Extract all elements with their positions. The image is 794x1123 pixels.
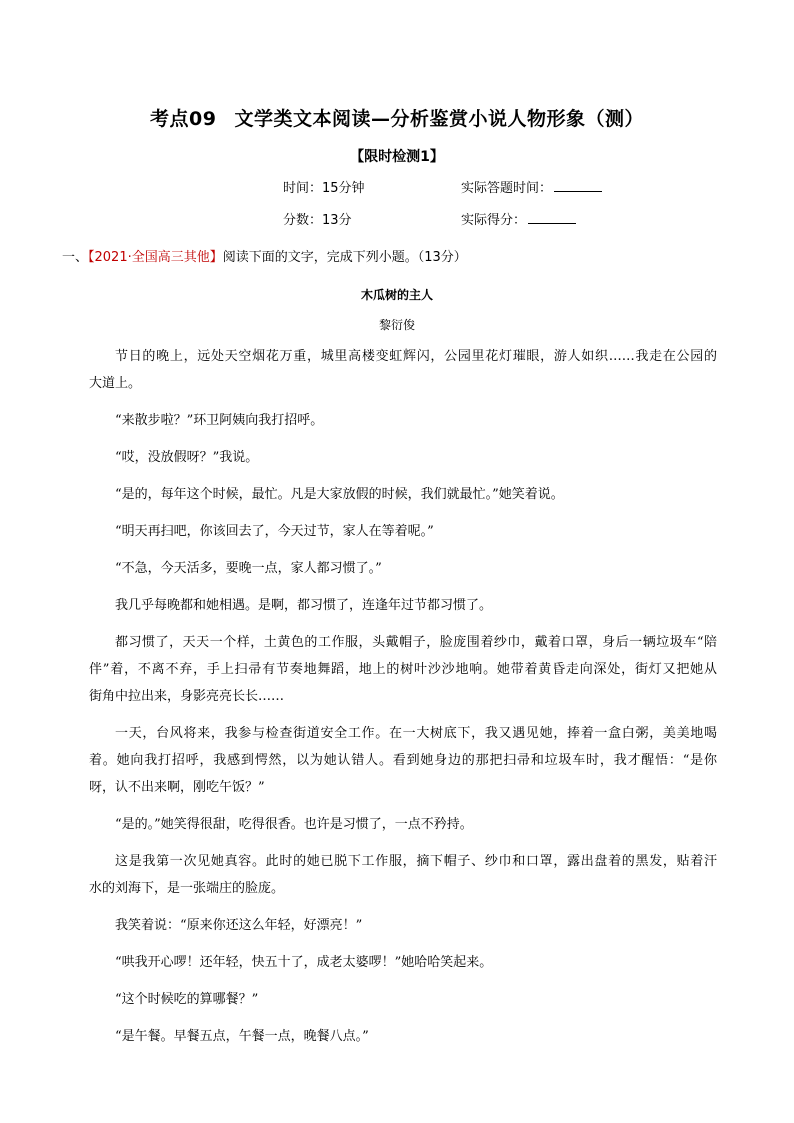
story-title: 木瓜树的主人 [360, 288, 433, 302]
paragraph-line: “明天再扫吧，你该回去了，今天过节，家人在等着呢。” [115, 524, 434, 539]
paragraph-line: “哎，没放假呀？”我说。 [115, 450, 259, 465]
paragraph-line: 我笑着说：“原来你还这么年轻，好漂亮！” [115, 918, 363, 933]
story-paragraph [89, 949, 717, 976]
paragraph-line: 节日的晚上，远处天空烟花万重，城里高楼变虹辉闪，公园里花灯璀眼，游人如织……我走在公园的 [115, 349, 717, 364]
paragraph-line: 呀，认不出来啊，刚吃午饭？” [89, 780, 265, 795]
story-paragraph [89, 811, 717, 838]
paragraph-line: 水的刘海下，是一张端庄的脸庞。 [89, 881, 285, 896]
story-paragraph [89, 444, 717, 471]
title-rest: 文学类文本阅读—分析鉴赏小说人物形象（测） [234, 108, 644, 130]
story-paragraph [89, 407, 717, 434]
story-paragraph [89, 555, 717, 582]
paragraph-line: “是的，每年这个时候，最忙。凡是大家放假的时候，我们就最忙。”她笑着说。 [115, 487, 564, 502]
question-source: 【2021·全国高三其他】 [88, 250, 223, 265]
paragraph-line: 街角中拉出来，身影亮亮长长…… [89, 689, 285, 704]
story-paragraph [89, 592, 717, 619]
story-paragraph [89, 720, 717, 801]
actual-time-field [461, 177, 602, 196]
question-prefix: 一、 [62, 250, 89, 265]
question-heading [62, 246, 467, 265]
paragraph-line: 伴”着，不离不弃，手上扫帚有节奏地舞蹈，地上的树叶沙沙地响。她带着黄昏走向深处，街灯又把她从 [89, 662, 717, 677]
actual-time-label: 实际答题时间： [461, 181, 553, 196]
paragraph-line: “这个时候吃的算哪餐？” [115, 992, 259, 1007]
page-subtitle: 【限时检测1】 [350, 149, 444, 165]
story-paragraph [89, 481, 717, 508]
story-paragraph [89, 912, 717, 939]
actual-score-blank[interactable] [528, 211, 576, 224]
paragraph-line: 都习惯了，天天一个样，土黄色的工作服，头戴帽子，脸庞围着纱巾，戴着口罩，身后一辆垃圾车“陪 [115, 635, 717, 650]
paragraph-line: 一天，台风将来，我参与检查街道安全工作。在一大树底下，我又遇见她，捧着一盒白粥，美美地喝 [115, 726, 717, 741]
page-title [0, 104, 794, 131]
time-label: 时间：15分钟 [283, 181, 365, 196]
story-paragraph [89, 1023, 717, 1050]
paragraph-line: 我几乎每晚都和她相遇。是啊，都习惯了，连逢年过节都习惯了。 [115, 598, 493, 613]
paragraph-line: 这是我第一次见她真容。此时的她已脱下工作服，摘下帽子、纱巾和口罩，露出盘着的黑发，贴着汗 [115, 854, 717, 869]
paragraph-line: “来散步啦？”环卫阿姨向我打招呼。 [115, 413, 324, 428]
score-label: 分数：13分 [283, 213, 352, 228]
story-paragraph [89, 343, 717, 397]
story-paragraph [89, 518, 717, 545]
story-author: 黎衍俊 [378, 318, 415, 332]
question-instruction: 阅读下面的文字，完成下列小题。（13分） [222, 250, 467, 265]
paragraph-line: “不急，今天活多，要晚一点，家人都习惯了。” [115, 561, 382, 576]
paragraph-line: “是的。”她笑得很甜，吃得很香。也许是习惯了，一点不矜持。 [115, 817, 473, 832]
paragraph-line: “是午餐。早餐五点，午餐一点，晚餐八点。” [115, 1029, 369, 1044]
actual-score-field [461, 209, 576, 228]
story-paragraph [89, 986, 717, 1013]
actual-time-blank[interactable] [554, 179, 602, 192]
story-paragraph [89, 848, 717, 902]
paragraph-line: 大道上。 [89, 376, 142, 391]
paragraph-line: “哄我开心啰！还年轻，快五十了，成老太婆啰！”她哈哈笑起来。 [115, 955, 493, 970]
title-main: 考点09 [150, 108, 217, 130]
paragraph-line: 着。她向我打招呼，我感到愕然，以为她认错人。看到她身边的那把扫帚和垃圾车时，我才醒悟：“是你 [89, 753, 717, 768]
actual-score-label: 实际得分： [461, 213, 527, 228]
story-paragraph [89, 629, 717, 710]
